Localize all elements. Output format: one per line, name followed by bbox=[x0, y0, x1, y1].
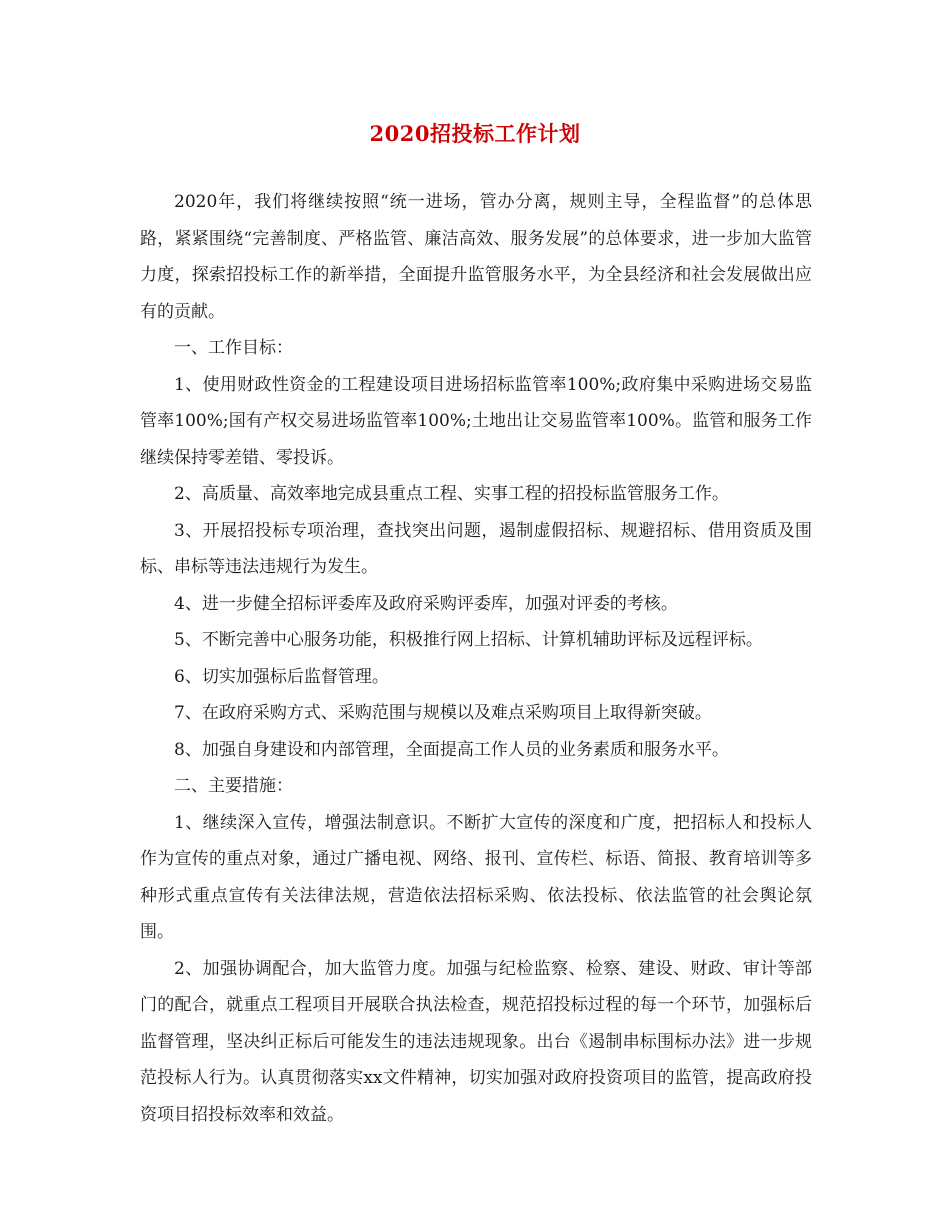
paragraph: 5、不断完善中心服务功能，积极推行网上招标、计算机辅助评标及远程评标。 bbox=[174, 630, 763, 650]
paragraph: 2、加强协调配合，加大监管力度。加强与纪检监察、检察、建设、财政、审计等部门的配合，就重点工程项目开展联合执法检查，规范招投标过程的每一个环节，加强标后监督管理，坚决纠正标后可能发生的违法违规现象。出台《遏制串标围标办法》进一步规范投标人行为。认真贯彻落实xx文件精神，切实加强对政府投资项目的监管，提高政府投资项目招投标效率和效益。 bbox=[140, 958, 812, 1125]
paragraph: 3、开展招投标专项治理，查找突出问题，遏制虚假招标、规避招标、借用资质及围标、串标等违法违规行为发生。 bbox=[140, 520, 812, 577]
section-heading: 一、工作目标： bbox=[174, 338, 293, 358]
document-title: 2020招投标工作计划 bbox=[369, 121, 581, 146]
paragraph: 6、切实加强标后监督管理。 bbox=[174, 666, 389, 687]
paragraph: 8、加强自身建设和内部管理，全面提高工作人员的业务素质和服务水平。 bbox=[174, 739, 729, 760]
paragraph: 7、在政府采购方式、采购范围与规模以及难点采购项目上取得新突破。 bbox=[174, 703, 712, 723]
paragraph: 2020年，我们将继续按照“统一进场，管办分离，规则主导，全程监督”的总体思路，紧紧围绕“完善制度、严格监管、廉洁高效、服务发展”的总体要求，进一步加大监管力度，探索招投标工作的新举措，全面提升监管服务水平，为全县经济和社会发展做出应有的贡献。 bbox=[140, 192, 812, 322]
paragraph: 1、使用财政性资金的工程建设项目进场招标监管率100%;政府集中采购进场交易监管率100%;国有产权交易进场监管率100%;土地出让交易监管率100%。监管和服务工作继续保持零差错、零投诉。 bbox=[140, 374, 812, 468]
paragraph: 2、高质量、高效率地完成县重点工程、实事工程的招投标监管服务工作。 bbox=[174, 484, 729, 504]
paragraph: 4、进一步健全招标评委库及政府采购评委库，加强对评委的考核。 bbox=[174, 593, 678, 614]
document-body bbox=[140, 184, 812, 1133]
section-heading: 二、主要措施： bbox=[174, 776, 293, 796]
paragraph: 1、继续深入宣传，增强法制意识。不断扩大宣传的深度和广度，把招标人和投标人作为宣传的重点对象，通过广播电视、网络、报刊、宣传栏、标语、简报、教育培训等多种形式重点宣传有关法律法规，营造依法招标采购、依法投标、依法监管的社会舆论氛围。 bbox=[140, 812, 812, 942]
